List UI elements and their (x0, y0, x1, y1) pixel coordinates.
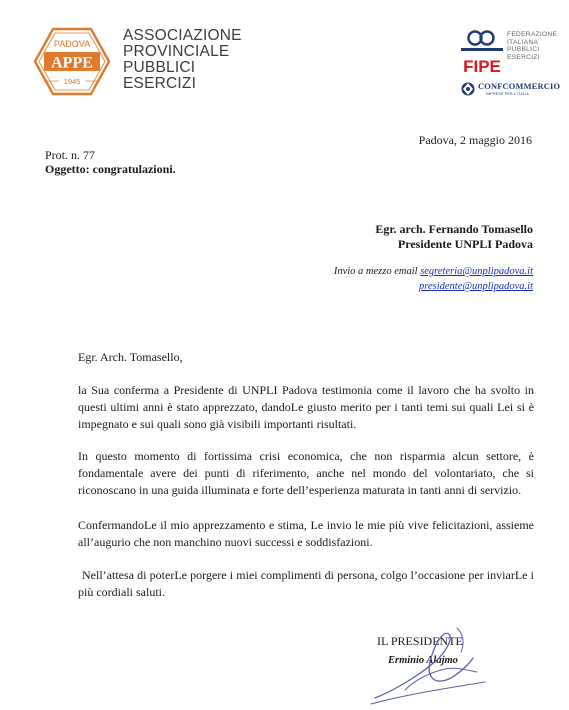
body-paragraph: la Sua conferma a Presidente di UNPLI Padova testimonia come il lavoro che ha svolto in questi ultimi anni è stato apprezzato, dandoLe giusto merito per i tanti temi sui quali Lei si è impegnato e sui quali sono già visibili importanti risultati. (78, 383, 534, 431)
fipe-text-line: ESERCIZI (507, 53, 540, 61)
delivery-label: Invio a mezzo email (333, 266, 418, 277)
protocol-number: Prot. n. 77 (45, 148, 96, 162)
appe-title-line: PROVINCIALE (123, 43, 230, 60)
fipe-logo (458, 28, 506, 74)
closing-title: IL PRESIDENTE (377, 634, 463, 648)
appe-title-line: PUBBLICI (123, 59, 196, 76)
recipient-block (375, 222, 533, 252)
place-date: Padova, 2 maggio 2016 (418, 133, 532, 147)
appe-title-line: ASSOCIAZIONE (123, 27, 242, 44)
signer-name: Erminio Alajmo (388, 655, 458, 666)
appe-badge-year: 1945 (63, 77, 81, 86)
appe-badge-main: APPE (51, 54, 93, 72)
body-paragraph: In questo momento di fortissima crisi economica, che non risparmia alcun settore, è fondamentale avere dei punti di riferimento, anche nel mondo del volontariato, che si riconoscano in una guida illuminata e forte dell’esperienza maturata in tanti anni di servizio. (78, 449, 534, 497)
appe-association-name (123, 28, 242, 92)
fipe-text-line: PUBBLICI (507, 46, 540, 54)
delivery-note (334, 264, 533, 294)
fipe-federation-name (507, 31, 557, 61)
fipe-text-line: FEDERAZIONE (507, 31, 558, 38)
appe-title-line: ESERCIZI (123, 75, 197, 92)
confcommercio-name: CONFCOMMERCIO (478, 82, 561, 91)
letter-subject: Oggetto: congratulazioni. (45, 162, 176, 176)
appe-logo-badge (33, 27, 111, 96)
salutation: Egr. Arch. Tomasello, (78, 350, 183, 364)
body-paragraph: Nell’attesa di poterLe porgere i miei complimenti di persona, colgo l’occasione per inviarLe i più cordiali saluti. (78, 568, 534, 599)
fipe-text-line: ITALIANA (507, 38, 539, 46)
body-paragraph: ConfermandoLe il mio apprezzamento e stima, Le invio le mie più vive felicitazioni, assieme all’augurio che non manchino nuovi successi e soddisfazioni. (78, 518, 534, 549)
email-link-segreteria[interactable]: segreteria@unplipadova.it (420, 266, 533, 277)
confcommercio-subtitle: IMPRESE PER L'ITALIA (486, 92, 529, 96)
appe-badge-top: PADOVA (53, 39, 91, 49)
recipient-line: Presidente UNPLI Padova (397, 237, 533, 251)
fipe-logo-text: FIPE (463, 57, 501, 74)
email-link-presidente[interactable]: presidente@unplipadova.it (419, 281, 533, 292)
recipient-line: Egr. arch. Fernando Tomasello (375, 222, 533, 236)
